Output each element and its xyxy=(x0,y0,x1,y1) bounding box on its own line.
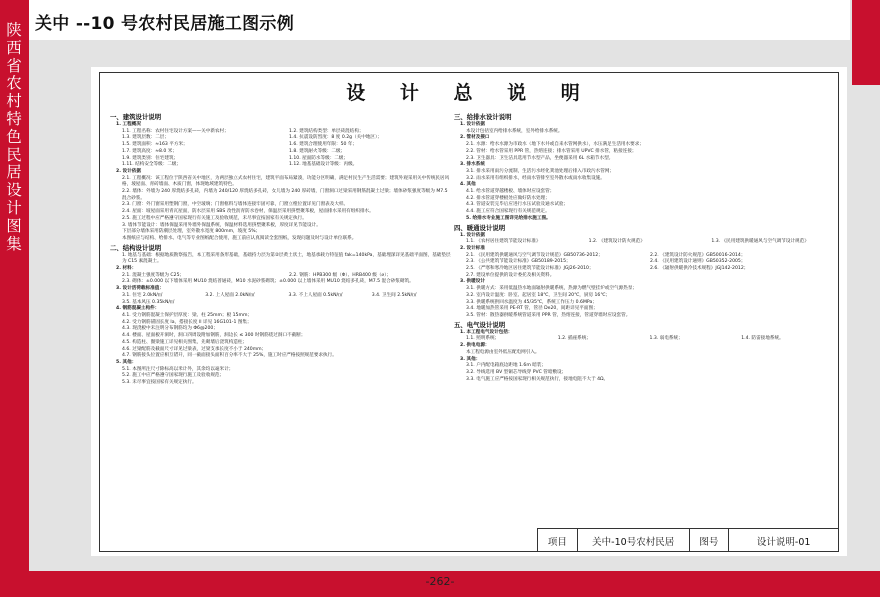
left-column xyxy=(110,112,452,542)
overview-item: 1.11. 结构安全等级：二级； xyxy=(122,162,182,168)
standard-item: 2.1. 《民用建筑供暖通风与空气调节设计规范》GB50736-2012； xyxy=(466,252,603,258)
title-block xyxy=(537,528,839,552)
loads-grid xyxy=(110,293,452,300)
spec-line: 3.4. 地暖加热管采用 PE-RT 管，管径 De20，间距详见平面图； xyxy=(466,306,598,312)
load-item: 3.2. 上人屋面 2.0kN/㎡ xyxy=(205,292,255,298)
page-header xyxy=(29,0,850,40)
spec-line: 3.2. 导线选用 BV 型铜芯导线穿 PVC 管暗敷设； xyxy=(466,369,567,375)
spec-note: 下层部分墙体采用防潮层处理，室外散水宽度 800mm，坡度 5%； xyxy=(122,229,261,235)
subsection-heading: 3. 设计活荷载标准值： xyxy=(116,286,164,292)
standard-item: 2.5. 《严寒和寒冷地区居住建筑节能设计标准》JGJ26-2010； xyxy=(466,266,594,272)
overview-grid xyxy=(110,129,452,169)
spec-line: 4.3. 现浇板中未注明分布钢筋均为 Φ6@200； xyxy=(122,326,218,332)
material-item: 2.2. 钢筋：HPB300 级（Φ）、HRB400 级（⌀）； xyxy=(289,272,392,278)
spec-line: 2.7. 建设单位提供的设计委托及相关资料。 xyxy=(466,272,555,278)
subsection-heading: 2. 设计依据 xyxy=(116,168,141,174)
subsection-heading: 2. 管材及接口 xyxy=(460,135,490,141)
drawing-frame xyxy=(99,72,839,552)
spec-paragraph: 2.4. 屋面：坡屋面采用青瓦屋面，防水层采用 SBS 改性沥青防水卷材，保温层采用挤塑聚苯板，屋面排水采用有组织排水。 xyxy=(122,209,374,215)
section-heading: 三、给排水设计说明 xyxy=(454,113,512,121)
spec-paragraph: 2.2. 墙体：外墙为 240 厚烧结多孔砖，内墙为 240/120 厚烧结多孔砖，女儿墙为 240 厚砖墙，门窗洞口过梁采用钢筋混凝土过梁；墙体砂浆强度等级为 M7.5 混合砂浆。 xyxy=(122,189,448,201)
overview-item: 1.6. 建筑合理使用年限：50 年； xyxy=(289,142,358,148)
spec-line: 5.1. 本图所注尺寸除标高以米计外，其余均以毫米计； xyxy=(122,366,234,372)
spec-line: 4.1. 给水管道穿越楼板、墙体时应设套管； xyxy=(466,189,555,195)
spec-line: 5.3. 未尽事宜按国家有关规定执行。 xyxy=(122,380,197,386)
subsection-heading: 5. 其他： xyxy=(116,359,137,365)
drawing-sheet xyxy=(91,67,847,556)
basis-item: 1.2. 《建筑设计防火规范》 xyxy=(588,239,645,245)
drawing-number-value: 设计说明-01 xyxy=(729,529,839,552)
project-value: 关中-10号农村民居 xyxy=(578,529,690,552)
scope-item: 1.3. 弱电系统； xyxy=(649,336,683,342)
spec-line: 3.2. 室内设计温度：卧室、起居室 18℃，卫生间 20℃，厨房 16℃； xyxy=(466,292,611,298)
subsection-heading: 1. 工程概况 xyxy=(116,122,141,127)
standard-item: 2.4. 《民用建筑设计通则》GB50352-2005； xyxy=(650,259,746,265)
page-number: -262- xyxy=(425,575,455,588)
subsection-heading: 1. 本工程电气设计包括： xyxy=(460,329,513,335)
spec-paragraph: 2.3. 砌体：±0.000 以下墙体采用 MU10 烧结普通砖，M10 水泥砂浆砌筑；±0.000 以上墙体采用 MU10 烧结多孔砖，M7.5 混合砂浆砌筑。 xyxy=(122,279,414,285)
subsection-heading: 4. 其他 xyxy=(460,182,476,188)
scope-item: 1.2. 插座系统； xyxy=(557,336,591,342)
subsection-heading: 3. 供暖设计 xyxy=(460,279,485,285)
spec-paragraph: 2.3. 门窗：外门窗采用塑钢门窗，中空玻璃；门窗框料与墙体连接牢固可靠，门窗立樘位置详见门窗表及大样。 xyxy=(122,202,349,208)
spec-paragraph: 2.5. 施工过程中应严格遵守国家现行有关施工及验收规范，未尽事宜按国家有关规定执行。 xyxy=(122,215,307,221)
spec-line: 4.5. 构造柱、圈梁施工详见相关图集，先砌墙后浇筑构造柱； xyxy=(122,339,248,345)
spec-line: 3.2. 雨水采用有组织排水，经雨水管排至室外散水或雨水收集设施。 xyxy=(466,175,605,181)
drawing-number-label: 图号 xyxy=(690,529,730,552)
spec-line: 4.1. 受力钢筋混凝土保护层厚度：梁、柱 25mm；板 15mm； xyxy=(122,312,253,318)
standard-item: 2.2. 《建筑设计防火规范》GB50016-2014； xyxy=(650,252,746,258)
load-item: 3.3. 不上人屋面 0.5kN/㎡ xyxy=(288,292,343,298)
spec-line: 3.1. 排水采用雨污分流制，生活污水经化粪池处理后排入市政污水管网； xyxy=(466,168,615,174)
section-heading: 四、暖通设计说明 xyxy=(454,223,506,232)
spec-line: 4.3. 管道安装完毕后应进行水压试验及通水试验； xyxy=(466,202,569,208)
subsection-heading: 3. 排水系统 xyxy=(460,162,485,168)
sidebar-banner xyxy=(0,0,29,597)
load-item: 3.1. 住宅 2.0kN/㎡ xyxy=(122,292,163,298)
spec-line: 2.1. 水源：给水水源为市政水（地下水井或自来水管网供水），水压满足生活用水要求； xyxy=(466,142,644,148)
subsection-heading: 2. 供电电源： xyxy=(460,343,490,349)
overview-item: 1.9. 建筑类别：住宅建筑； xyxy=(122,155,179,161)
overview-item: 1.7. 建筑高度：≈8.0 米； xyxy=(122,148,177,154)
section-heading: 五、电气设计说明 xyxy=(454,320,506,329)
subsection-heading: 2. 材料： xyxy=(116,266,137,272)
project-label: 项目 xyxy=(538,529,578,552)
spec-line: 5.2. 施工中应严格遵守国家现行施工及验收规范； xyxy=(122,373,225,379)
spec-line: 4.7. 钢筋接头位置应相互错开，同一截面接头面积百分率不大于 25%，施工时应严格按照规范要求执行。 xyxy=(122,353,337,359)
spec-note: 本图纸应与结构、给排水、电气等专业图纸配合使用，施工前应认真阅读全套图纸，发现问题及时与设计单位联系。 xyxy=(122,235,357,241)
load-item: 3.4. 卫生间 2.5kN/㎡ xyxy=(371,292,417,298)
section-heading: 一、建筑设计说明 xyxy=(110,113,162,121)
right-column xyxy=(454,112,830,524)
overview-item: 1.12. 地基基础设计等级：丙级。 xyxy=(289,162,358,168)
overview-item: 1.2. 建筑结构类型：单层砖混结构； xyxy=(289,128,364,134)
standards-grid xyxy=(454,253,830,273)
basis-grid xyxy=(454,239,830,246)
spec-line: 4.2. 排水管道穿楼板处应做好防水处理； xyxy=(466,195,550,201)
subsection-heading: 3. 其他： xyxy=(460,356,481,362)
spec-line: 4.4. 施工应符合国家现行有关规范规定。 xyxy=(466,209,550,215)
scope-item: 1.4. 防雷接地系统。 xyxy=(741,336,784,342)
basis-item: 1.3. 《民用建筑供暖通风与空气调节设计规范》 xyxy=(711,239,809,245)
spec-line: 本工程电源由室外低压配电网引入。 xyxy=(466,349,540,355)
standard-item: 2.6. 《辐射供暖供冷技术规程》JGJ142-2012； xyxy=(650,266,749,272)
corner-accent xyxy=(852,0,880,85)
spec-line: 4.4. 楼面、屋面板开洞时，洞口四周设附加钢筋，洞边长 ≤ 300 时钢筋绕过洞口不截断； xyxy=(122,333,306,339)
spec-paragraph: 2.1. 工程概况：该工程位于陕西省关中地区，为两层独立式农村住宅，建筑平面布局紧凑，功能分区明确，满足村民生产生活需要；建筑外观采用关中传统民居风格，坡屋面、青砖墙面、木质门窗，体现地域建筑特色。 xyxy=(122,175,450,188)
overview-item: 1.3. 建筑层数：二层； xyxy=(122,135,169,141)
document-title: 设 计 总 说 明 xyxy=(346,82,594,104)
overview-item: 1.1. 工程名称：农村住宅设计方案——关中新农村； xyxy=(122,128,229,134)
spec-line: 3.5. 管材：散热器供暖系统管道采用 PPR 管，热熔连接，管道穿墙时应设套管。 xyxy=(466,312,631,318)
spec-paragraph: 3. 墙体节能设计：墙体保温采用外墙外保温系统，保温材料选用挤塑聚苯板，厚度详见节能设计。 xyxy=(122,222,321,228)
spec-line: 4.6. 过梁配筋及截面尺寸详见过梁表，过梁支承长度不小于 240mm； xyxy=(122,346,267,352)
sidebar-text: 陕西省农村特色民居设计图集 xyxy=(6,21,22,253)
basis-item: 1.1. 《农村居住建筑节能设计标准》 xyxy=(466,239,541,245)
overview-item: 1.10. 屋面防水等级：二级； xyxy=(289,155,349,161)
spec-paragraph: 1. 地基与基础：根据地质勘察报告，本工程采用条形基础，基础持力层为第②层黄土状土，地基承载力特征值 fak=140kPa，基础埋深详见基础平面图，基础垫层为 C15 素混凝土。 xyxy=(122,252,451,265)
subsection-heading: 1. 设计依据 xyxy=(460,122,485,127)
spec-line: 本设计包括室内给排水系统，室外给排水系统。 xyxy=(466,128,563,134)
spec-line: 2.2. 管材：给水管采用 PPR 管，热熔连接；排水管采用 UPVC 排水管，粘接连接； xyxy=(466,148,637,154)
scope-item: 1.1. 照明系统； xyxy=(466,336,500,342)
overview-item: 1.5. 建筑面积：≈163 平方米； xyxy=(122,142,188,148)
overview-item: 1.4. 抗震设防烈度：8 度 0.2g（关中地区）； xyxy=(289,135,382,141)
page-title: 关中 --10 号农村民居施工图示例 xyxy=(35,14,295,34)
subsection-heading: 1. 设计依据 xyxy=(460,232,485,238)
spec-line: 3.3. 电气施工应严格按国家现行相关规范执行，接地电阻不大于 4Ω。 xyxy=(466,376,609,382)
overview-item: 1.8. 建筑耐火等级：二级； xyxy=(289,148,346,154)
spec-note: 5. 给排水专业施工图详见给排水施工图。 xyxy=(466,215,551,221)
subsection-heading: 4. 钢筋混凝土构件： xyxy=(116,306,160,312)
spec-line: 2.3. 卫生器具：卫生洁具选用节水型产品，坐便器采用 6L 水箱节水型。 xyxy=(466,155,614,161)
material-item: 2.1. 混凝土强度等级为 C25； xyxy=(122,272,185,278)
standard-item: 2.3. 《公共建筑节能设计标准》GB50189-2015； xyxy=(466,259,571,265)
spec-line: 3.5. 基本风压 0.35kN/㎡ xyxy=(122,299,175,305)
spec-line: 3.1. 供暖方式：采用低温热水地面辐射供暖系统，热源为燃气壁挂炉或空气源热泵； xyxy=(466,286,638,292)
spec-line: 4.2. 受力钢筋锚固长度 la，搭接长度 ll 详见 16G101-1 图集； xyxy=(122,319,252,325)
subsection-heading: 2. 设计标准 xyxy=(460,245,485,251)
electrical-scope-grid xyxy=(454,336,830,343)
spec-line: 3.3. 供暖系统供回水温度为 45/35℃，系统工作压力 0.6MPa； xyxy=(466,299,597,305)
section-heading: 二、结构设计说明 xyxy=(110,243,162,252)
spec-line: 3.1. 户内配电箱底边距地 1.6m 暗装； xyxy=(466,363,547,369)
